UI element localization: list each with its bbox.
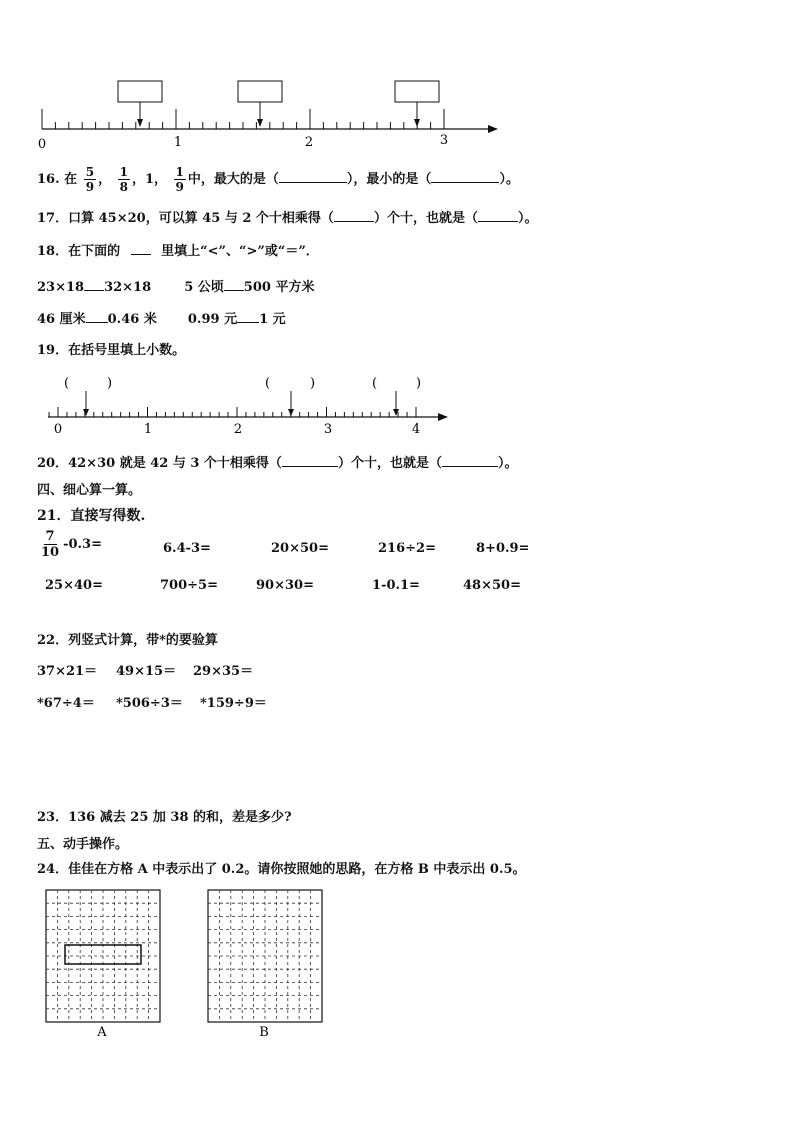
q21-item-7: 90×30= — [256, 578, 314, 593]
answer-box-2[interactable] — [238, 81, 282, 102]
q18-blank-4[interactable] — [237, 310, 259, 323]
q22-item-5: *506÷3＝ — [116, 696, 183, 711]
q19-paren-close-1: ) — [107, 376, 113, 391]
number-line-2-graphic — [48, 391, 448, 421]
q22-item-1: 37×21＝ — [37, 664, 98, 679]
number-line-1-pointer-head — [137, 119, 143, 127]
grid-a-highlight-rect — [65, 945, 141, 964]
q21-item-9: 48×50= — [463, 578, 521, 593]
question-16 — [37, 166, 519, 193]
q22-item-3: 29×35＝ — [193, 664, 254, 679]
q21-item-5: 25×40= — [45, 578, 103, 593]
number-line-2-label-0: 0 — [53, 422, 63, 435]
q20-blank-1[interactable] — [282, 454, 338, 467]
q18-expr-4a: 0.99 元 — [187, 312, 238, 327]
q16-blank-min[interactable] — [431, 170, 499, 183]
number-line-2-pointer-head — [288, 409, 294, 416]
q21-fraction: $\frac{7}{10}$ — [41, 529, 60, 560]
q16-mid: 中，最大的是（ — [187, 172, 279, 187]
question-22-title: 22．列竖式计算，带*的要验算 — [37, 633, 218, 648]
question-17 — [37, 207, 537, 226]
q21-item-8: 1-0.1= — [372, 578, 420, 593]
q22-item-4: *67÷4＝ — [37, 696, 95, 711]
question-19: 19．在括号里填上小数。 — [37, 343, 186, 358]
q16-fraction-1: $\frac{5}{9}$ — [85, 165, 95, 194]
number-line-1-label-0: 0 — [37, 137, 47, 152]
q16-end: ）。 — [499, 172, 519, 187]
q16-sep1: ， — [98, 172, 112, 187]
q17-text-a: 17．口算 45×20，可以算 45 与 2 个十相乘得（ — [37, 211, 334, 226]
q18-expr-4b: 1 元 — [259, 312, 286, 327]
number-line-2-label-4: 4 — [411, 422, 421, 435]
q22-item-6: *159÷9＝ — [200, 696, 267, 711]
grid-b-label: B — [259, 1025, 269, 1040]
q21-item-2: 20×50= — [271, 541, 329, 556]
grid-a-label: A — [97, 1025, 107, 1040]
number-line-2-label-1: 1 — [143, 422, 153, 435]
q17-text-b: ）个十，也就是（ — [373, 211, 478, 226]
q20-text-c: ）。 — [497, 456, 518, 471]
number-line-2-arrow — [438, 413, 448, 421]
q18-row-2 — [37, 308, 286, 327]
q21-item-3: 216÷2= — [378, 541, 436, 556]
question-24: 24．佳佳在方格 A 中表示出了 0.2。请你按照她的思路，在方格 B 中表示出 0.5。 — [37, 862, 526, 877]
q18-expr-3b: 0.46 米 — [107, 312, 157, 327]
q18-row-1 — [37, 276, 314, 295]
number-line-2-label-3: 3 — [323, 422, 333, 435]
q16-number: 16. — [37, 172, 60, 187]
q16-fraction-2: $\frac{1}{8}$ — [119, 165, 128, 194]
question-23: 23．136 减去 25 加 38 的和，差是多少? — [37, 810, 292, 825]
number-line-2 — [0, 365, 794, 435]
number-line-1-pointer-head — [257, 119, 263, 127]
number-line-1-pointer-head — [414, 119, 420, 127]
question-18 — [37, 240, 319, 259]
q19-paren-open-1: ( — [64, 376, 70, 391]
q18-expr-1b: 32×18 — [104, 280, 152, 295]
q20-text-a: 20．42×30 就是 42 与 3 个十相乘得（ — [37, 456, 282, 471]
q16-sep2: ，1， — [131, 172, 168, 187]
q18-text-b: 里填上“<”、“>”或“＝”． — [161, 244, 319, 259]
q21-item-1: 6.4-3= — [163, 541, 211, 556]
q18-blank-3[interactable] — [86, 310, 108, 323]
q19-paren-close-2: ) — [310, 376, 316, 391]
number-line-1-label-3: 3 — [439, 133, 449, 148]
q21-item-frac — [37, 530, 102, 559]
number-line-1 — [0, 0, 794, 160]
grid-b[interactable] — [208, 890, 322, 1022]
q18-text-a: 18．在下面的 — [37, 244, 121, 259]
grid-a[interactable] — [46, 890, 160, 1022]
q22-item-2: 49×15＝ — [116, 664, 177, 679]
grid-figures — [0, 880, 794, 1050]
section-5-heading: 五、动手操作。 — [37, 837, 129, 852]
q18-blank-1[interactable] — [84, 278, 104, 291]
q21-item-4: 8+0.9= — [476, 541, 530, 556]
section-4-heading: 四、细心算一算。 — [37, 483, 142, 498]
answer-box-3[interactable] — [395, 81, 439, 102]
q17-blank-1[interactable] — [334, 209, 374, 222]
q16-fraction-3: $\frac{1}{9}$ — [175, 165, 184, 194]
q18-expr-2b: 500 平方米 — [243, 280, 315, 295]
number-line-2-pointer-head — [83, 409, 89, 416]
number-line-1-label-2: 2 — [304, 135, 314, 150]
q20-text-b: ）个十，也就是（ — [337, 456, 442, 471]
q17-blank-2[interactable] — [478, 209, 518, 222]
question-21-title: 21．直接写得数. — [37, 508, 146, 524]
q18-blank-2[interactable] — [224, 278, 244, 291]
q18-expr-2a: 5 公顷 — [184, 280, 224, 295]
question-20 — [37, 452, 517, 471]
answer-box-1[interactable] — [118, 81, 162, 102]
q16-blank-max[interactable] — [279, 170, 347, 183]
q16-pre: 在 — [64, 172, 78, 187]
number-line-1-arrow — [488, 125, 498, 133]
q19-paren-open-3: ( — [372, 376, 378, 391]
q21-frac-tail: -0.3= — [63, 537, 102, 552]
number-line-1-graphic — [42, 102, 498, 133]
q17-text-c: ）。 — [517, 211, 538, 226]
q18-blank-sample — [131, 242, 151, 255]
q21-item-6: 700÷5= — [160, 578, 218, 593]
q18-expr-1a: 23×18 — [37, 280, 85, 295]
q18-expr-3a: 46 厘米 — [37, 312, 86, 327]
number-line-1-label-1: 1 — [173, 135, 183, 150]
q19-paren-open-2: ( — [265, 376, 271, 391]
q19-paren-close-3: ) — [416, 376, 422, 391]
q16-mid2: ），最小的是（ — [346, 172, 432, 187]
q20-blank-2[interactable] — [442, 454, 498, 467]
number-line-2-label-2: 2 — [233, 422, 243, 435]
